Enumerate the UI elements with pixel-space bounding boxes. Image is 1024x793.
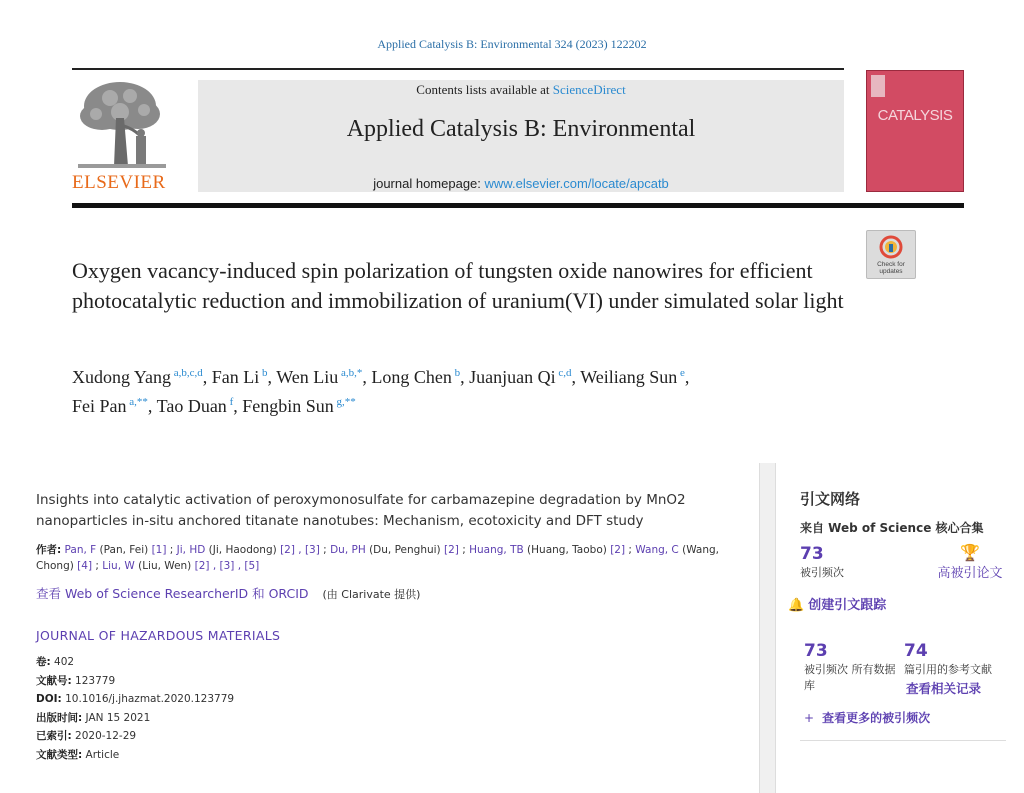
check-updates-label: Check for updates bbox=[877, 261, 905, 275]
contents-prefix: Contents lists available at bbox=[416, 82, 550, 97]
contents-line bbox=[198, 82, 844, 98]
metadata-key: 文献号: bbox=[36, 674, 72, 687]
author-affiliation[interactable]: a,b,* bbox=[338, 367, 363, 379]
metadata-key: 文献类型: bbox=[36, 748, 83, 761]
wos-author-link[interactable]: Du, PH bbox=[330, 544, 366, 556]
publisher-name: ELSEVIER bbox=[72, 172, 166, 193]
more-cites-label: 查看更多的被引频次 bbox=[822, 711, 931, 725]
elsevier-logo[interactable] bbox=[72, 78, 194, 194]
cover-logo-icon bbox=[871, 75, 885, 97]
author-name[interactable]: Fan Li bbox=[211, 367, 260, 387]
citation-line[interactable]: Applied Catalysis B: Environmental 324 (2023) 122202 bbox=[377, 37, 647, 51]
trophy-icon: 🏆 bbox=[960, 543, 980, 562]
all-db-count: 73 bbox=[804, 641, 828, 661]
times-cited-row bbox=[800, 544, 1010, 580]
panel-subtitle: 来自 Web of Science 核心合集 bbox=[800, 521, 984, 535]
journal-homepage-link[interactable]: www.elsevier.com/locate/apcatb bbox=[484, 176, 669, 191]
metadata-key: 卷: bbox=[36, 656, 51, 668]
authors-label: 作者: bbox=[36, 544, 62, 556]
wos-author-refs[interactable]: [2] bbox=[610, 544, 626, 556]
journal-cover[interactable] bbox=[866, 70, 964, 192]
times-cited-label: 被引频次 bbox=[800, 566, 844, 579]
metadata-row bbox=[36, 746, 746, 765]
author-affiliation[interactable]: a,** bbox=[126, 396, 148, 408]
wos-author-fullname: (Pan, Fei) bbox=[96, 544, 152, 556]
journal-banner bbox=[198, 80, 844, 192]
header-bottom-rule bbox=[72, 203, 964, 208]
researcher-line bbox=[36, 584, 746, 602]
cited-references[interactable] bbox=[904, 641, 992, 677]
journal-title: Applied Catalysis B: Environmental bbox=[346, 116, 696, 142]
article-title: Oxygen vacancy-induced spin polarization of tungsten oxide nanowires for efficient photocatalytic reduction and immobilization of uranium(VI) under simulated solar light bbox=[72, 258, 844, 313]
all-db-counts bbox=[800, 641, 1010, 695]
all-db-cited[interactable] bbox=[804, 641, 904, 693]
wos-author-refs[interactable]: [2] , [3] bbox=[280, 544, 320, 556]
highly-cited-badge[interactable] bbox=[930, 544, 1010, 581]
wos-author-link[interactable]: Huang, TB bbox=[469, 544, 524, 556]
metadata-row bbox=[36, 727, 746, 746]
wos-author-fullname: (Ji, Haodong) bbox=[205, 544, 281, 556]
panel-rule bbox=[800, 740, 1006, 741]
citation-network-panel bbox=[788, 488, 1010, 741]
panel-title: 引文网络 bbox=[800, 490, 861, 508]
homepage-line bbox=[198, 176, 844, 191]
refs-count: 74 bbox=[904, 641, 928, 661]
author-affiliation[interactable]: f bbox=[226, 396, 234, 408]
wos-author-link[interactable]: Liu, W bbox=[102, 560, 135, 572]
wos-author-refs[interactable]: [2] bbox=[443, 544, 459, 556]
author-affiliation[interactable]: g,** bbox=[333, 396, 356, 408]
header-top-rule bbox=[72, 68, 844, 70]
metadata-row bbox=[36, 653, 746, 672]
highly-cited-label: 高被引论文 bbox=[937, 566, 1003, 581]
wos-authors: 作者: Pan, F (Pan, Fei) [1] ; Ji, HD (Ji, Haodong) [2] , [3] ; Du, PH (Du, Penghui) [2] ; Huang, TB (Huang, Taobo) [2] ; Wang, C (Wang, Chong) [4] ; Liu, W (Liu, Wen) [2] , [3] , [5] bbox=[36, 544, 720, 572]
source-journal-link[interactable]: JOURNAL OF HAZARDOUS MATERIALS bbox=[36, 628, 281, 643]
panel-divider bbox=[759, 463, 776, 793]
create-alert-label: 创建引文跟踪 bbox=[808, 598, 887, 613]
plus-icon: + bbox=[804, 711, 815, 725]
metadata-value: 123779 bbox=[71, 674, 116, 687]
researcher-id-link[interactable]: 查看 Web of Science ResearcherID 和 ORCID bbox=[36, 586, 309, 601]
metadata-key: DOI: bbox=[36, 693, 62, 705]
metadata-value: 10.1016/j.jhazmat.2020.123779 bbox=[61, 693, 235, 705]
wos-author-link[interactable]: Pan, F bbox=[64, 544, 97, 556]
provided-by: (由 Clarivate 提供) bbox=[322, 588, 421, 601]
author-list: Xudong Yang $^{a,b,c,d}$, Fan Li $^b$, Wen Liu $^{a,b,*}$, Long Chen $^b$, Juanjuan Qi $^{c,d}$, Weiliang Sun $^e$, Fei Pan $^{a,**}$, Tao Duan $^f$, Fengbin Sun $^{g,**}$ bbox=[72, 367, 690, 416]
more-times-cited-link[interactable] bbox=[804, 709, 1010, 726]
wos-author-fullname: (Liu, Wen) bbox=[134, 560, 195, 572]
metadata-value: JAN 15 2021 bbox=[82, 711, 151, 724]
metadata-value: Article bbox=[82, 748, 120, 761]
wos-author-fullname: (Wang, Chong) bbox=[36, 544, 720, 572]
wos-author-refs[interactable]: [4] bbox=[77, 560, 93, 572]
metadata-row bbox=[36, 690, 746, 709]
record-metadata bbox=[36, 653, 746, 764]
wos-record bbox=[36, 490, 746, 764]
all-db-label: 被引频次 所有数据库 bbox=[804, 663, 896, 692]
check-updates-icon bbox=[879, 235, 903, 259]
metadata-key: 已索引: bbox=[36, 730, 72, 742]
sciencedirect-link[interactable]: ScienceDirect bbox=[552, 82, 626, 97]
wos-author-link[interactable]: Wang, C bbox=[635, 544, 679, 556]
author-name[interactable]: Xudong Yang bbox=[72, 367, 172, 387]
metadata-value: 402 bbox=[50, 656, 75, 668]
wos-article-title: Insights into catalytic activation of peroxymonosulfate for carbamazepine degradation by MnO2 nanoparticles in-situ anchored titanate nanotubes: Mechanism, ecotoxicity and DFT study bbox=[36, 492, 686, 529]
cover-title: CATALYSIS bbox=[877, 107, 953, 124]
author-name[interactable]: Juanjuan Qi bbox=[469, 367, 556, 387]
refs-label: 篇引用的参考文献 bbox=[904, 663, 992, 676]
metadata-row bbox=[36, 672, 746, 691]
author-name[interactable]: Wen Liu bbox=[276, 367, 339, 387]
author-name[interactable]: Weiliang Sun bbox=[580, 367, 678, 387]
author-affiliation[interactable]: b bbox=[259, 367, 268, 379]
times-cited-count[interactable]: 73 bbox=[800, 544, 824, 564]
author-name[interactable]: Long Chen bbox=[371, 367, 452, 387]
author-name[interactable]: Fengbin Sun bbox=[242, 396, 334, 416]
author-name[interactable]: Fei Pan bbox=[72, 396, 127, 416]
author-affiliation[interactable]: e bbox=[677, 367, 685, 379]
metadata-key: 出版时间: bbox=[36, 711, 83, 724]
author-affiliation[interactable]: b bbox=[451, 367, 461, 379]
wos-author-refs[interactable]: [2] , [3] , [5] bbox=[194, 560, 260, 572]
author-name[interactable]: Tao Duan bbox=[156, 396, 227, 416]
author-affiliation[interactable]: a,b,c,d bbox=[171, 367, 203, 379]
wos-author-refs[interactable]: [1] bbox=[151, 544, 167, 556]
create-citation-alert-button[interactable] bbox=[788, 594, 1010, 613]
metadata-row bbox=[36, 709, 746, 728]
bell-icon: 🔔 bbox=[788, 598, 805, 613]
homepage-prefix: journal homepage: bbox=[373, 176, 481, 191]
wos-author-link[interactable]: Ji, HD bbox=[176, 544, 206, 556]
check-for-updates-button[interactable] bbox=[866, 230, 916, 279]
wos-author-fullname: (Du, Penghui) bbox=[365, 544, 444, 556]
author-affiliation[interactable]: c,d bbox=[555, 367, 572, 379]
related-records-link[interactable]: 查看相关记录 bbox=[906, 681, 982, 696]
elsevier-tree-icon bbox=[72, 78, 172, 170]
wos-author-fullname: (Huang, Taobo) bbox=[523, 544, 611, 556]
metadata-value: 2020-12-29 bbox=[71, 730, 137, 742]
